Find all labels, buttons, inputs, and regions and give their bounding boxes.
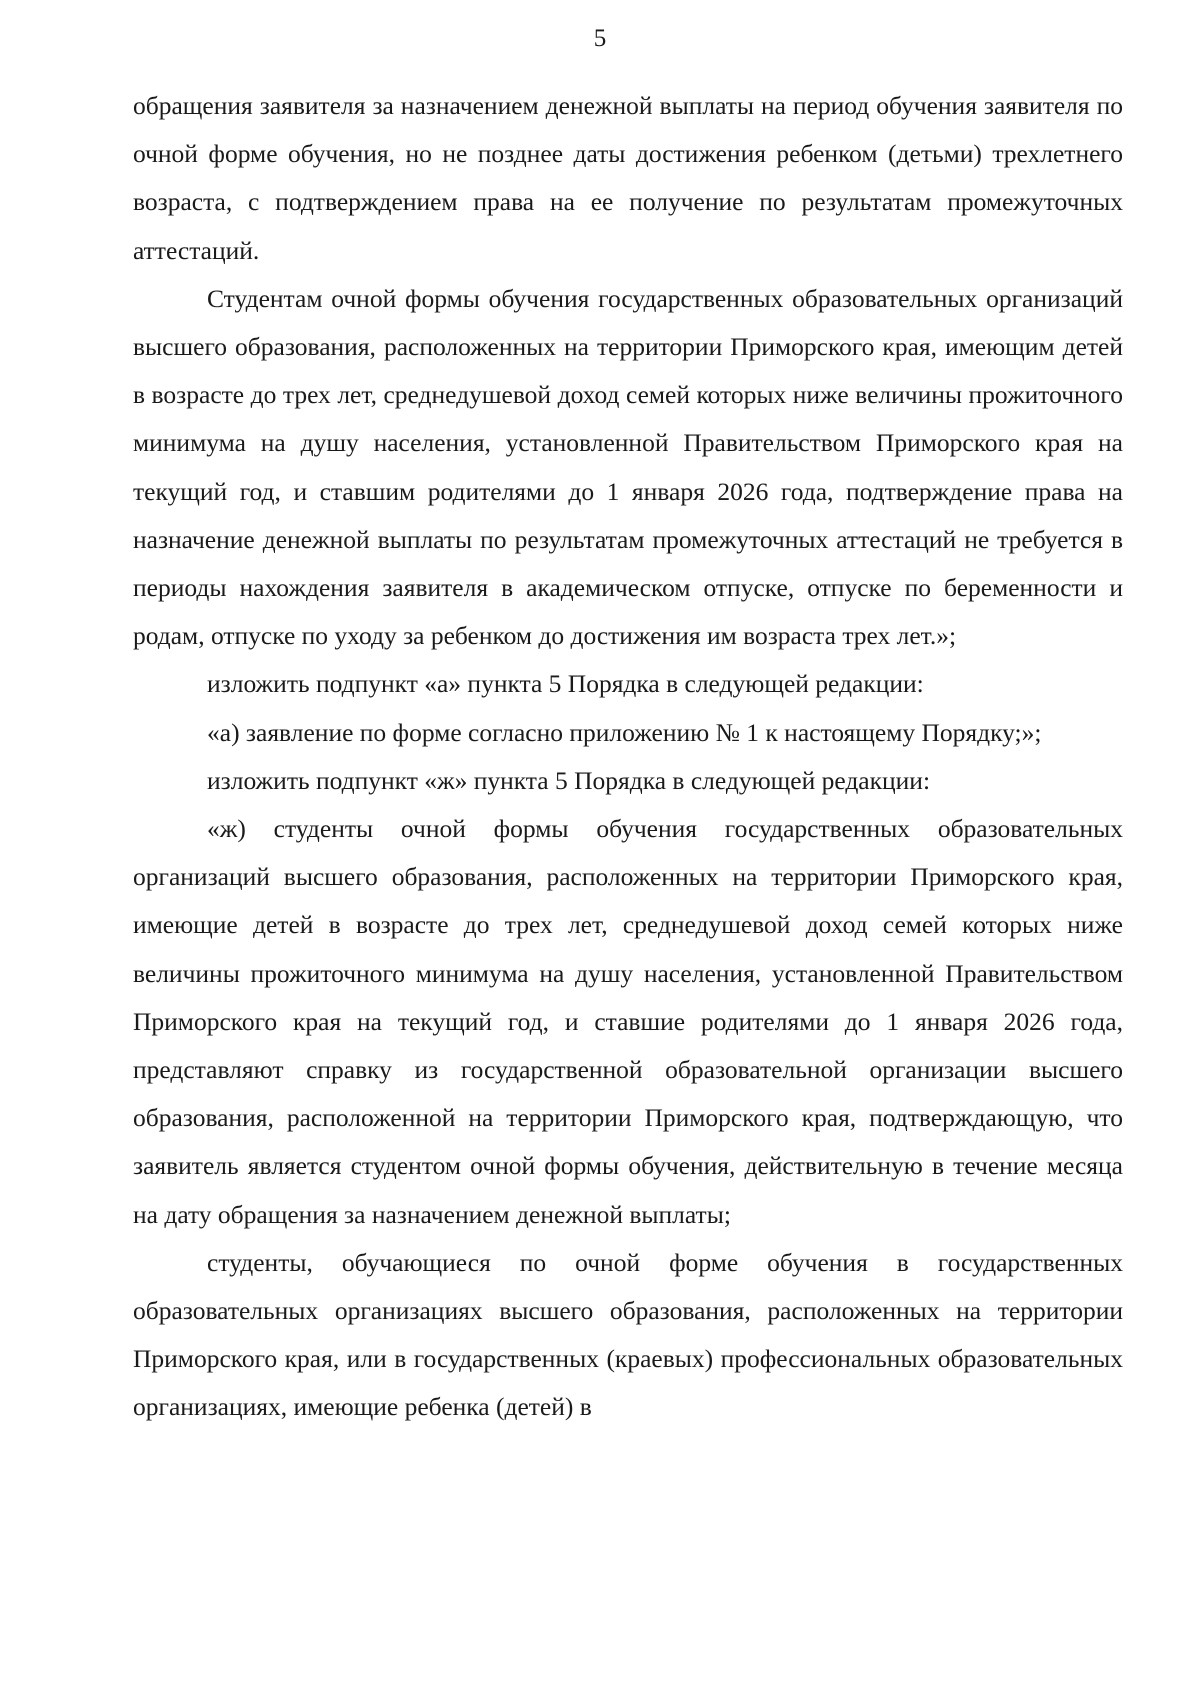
paragraph-6: «ж) студенты очной формы обучения государственных образовательных организаций высшего образования, расположенных на территории Приморского края, имеющие детей в возрасте до трех лет, среднедушевой доход семей которых ниже величины прожиточного минимума на душу населения, установленной Правительством Приморского края на текущий год, и ставшие родителями до 1 января 2026 года, представляют справку из государственной образовательной организации высшего образования, расположенной на территории Приморского края, подтверждающую, что заявитель является студентом очной формы обучения, действительную в течение месяца на дату обращения за назначением денежной выплаты; bbox=[133, 814, 1123, 1229]
page-number: 5 bbox=[593, 25, 607, 52]
paragraph-1: обращения заявителя за назначением денежной выплаты на период обучения заявителя по очной форме обучения, но не позднее даты достижения ребенком (детьми) трехлетнего возраста, с подтверждением права на ее получение по результатам промежуточных аттестаций. bbox=[133, 91, 1123, 265]
paragraph-2: Студентам очной формы обучения государственных образовательных организаций высшего образования, расположенных на территории Приморского края, имеющим детей в возрасте до трех лет, среднедушевой доход семей которых ниже величины прожиточного минимума на душу населения, установленной Правительством Приморского края на текущий год, и ставшим родителями до 1 января 2026 года, подтверждение права на назначение денежной выплаты по результатам промежуточных аттестаций не требуется в периоды нахождения заявителя в академическом отпуске, отпуске по беременности и родам, отпуске по уходу за ребенком до достижения им возраста трех лет.»; bbox=[133, 283, 1123, 651]
paragraph-3: изложить подпункт «а» пункта 5 Порядка в следующей редакции: bbox=[207, 669, 924, 699]
document-body bbox=[133, 82, 1123, 1432]
paragraph-7: студенты, обучающиеся по очной форме обучения в государственных образовательных организациях высшего образования, расположенных на территории Приморского края, или в государственных (краевых) профессиональных образовательных организациях, имеющие ребенка (детей) в bbox=[133, 1247, 1123, 1422]
paragraph-4: «а) заявление по форме согласно приложению № 1 к настоящему Порядку;»; bbox=[207, 717, 1042, 747]
paragraph-5: изложить подпункт «ж» пункта 5 Порядка в следующей редакции: bbox=[207, 765, 931, 795]
